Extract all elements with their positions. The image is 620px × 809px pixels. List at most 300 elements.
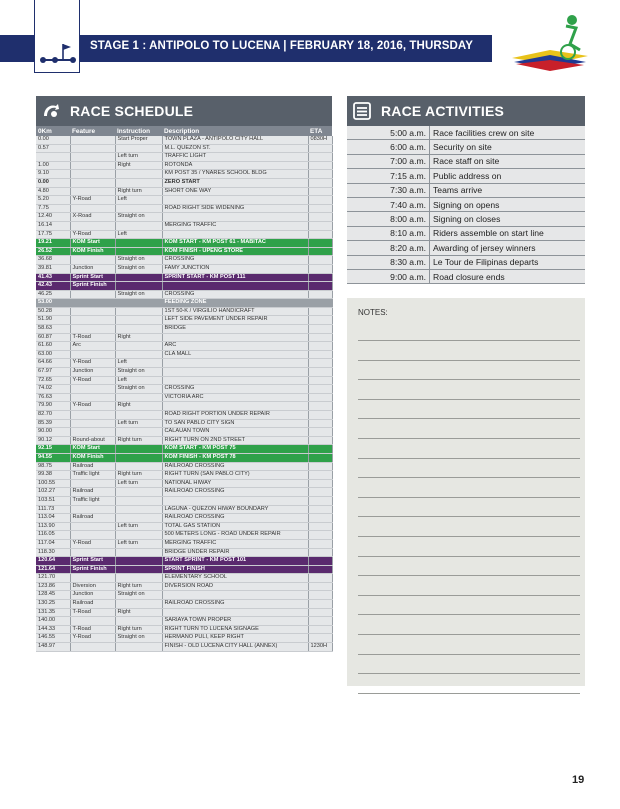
schedule-cell-desc: NATIONAL HIWAY [162, 479, 308, 488]
schedule-cell-desc: ARC [162, 342, 308, 351]
schedule-cell-km: 67.97 [36, 368, 70, 377]
schedule-cell-feature: Round-about [70, 436, 115, 445]
notes-line [358, 516, 580, 517]
schedule-cell-instr: Left turn [115, 539, 162, 548]
schedule-cell-instr [115, 282, 162, 291]
notes-line [358, 340, 580, 341]
schedule-cell-instr: Left turn [115, 419, 162, 428]
schedule-cell-feature: Junction [70, 264, 115, 273]
schedule-cell-km: 121.64 [36, 565, 70, 574]
activity-row [347, 241, 585, 255]
table-row [36, 204, 332, 213]
table-row [36, 187, 332, 196]
table-row [36, 625, 332, 634]
schedule-cell-instr: Straight on [115, 213, 162, 222]
table-row [36, 565, 332, 574]
schedule-cell-feature [70, 522, 115, 531]
notes-line [358, 379, 580, 380]
schedule-cell-km: 1.00 [36, 161, 70, 170]
schedule-cell-feature: Railroad [70, 514, 115, 523]
schedule-cell-instr: Right turn [115, 471, 162, 480]
schedule-cell-km: 76.63 [36, 393, 70, 402]
schedule-cell-feature [70, 316, 115, 325]
schedule-cell-desc: MERGING TRAFFIC [162, 539, 308, 548]
schedule-cell-instr: Straight on [115, 634, 162, 643]
schedule-cell-feature: T-Road [70, 625, 115, 634]
schedule-cell-instr [115, 170, 162, 179]
table-row [36, 634, 332, 643]
schedule-cell-feature: Sprint Start [70, 273, 115, 282]
table-row [36, 282, 332, 291]
activity-time: 8:20 a.m. [347, 241, 430, 255]
schedule-cell-desc: BRIDGE [162, 325, 308, 334]
schedule-cell-instr [115, 299, 162, 308]
schedule-cell-feature: Y-Road [70, 539, 115, 548]
notes-line [358, 693, 580, 694]
table-row [36, 436, 332, 445]
schedule-cell-feature [70, 428, 115, 437]
schedule-cell-feature: Traffic light [70, 496, 115, 505]
stage-title: STAGE 1 : ANTIPOLO TO LUCENA | FEBRUARY 18, 2016, THURSDAY [90, 40, 474, 52]
schedule-cell-eta [308, 600, 332, 609]
schedule-cell-km: 121.70 [36, 574, 70, 583]
table-row [36, 256, 332, 265]
activity-row [347, 269, 585, 283]
schedule-cell-instr [115, 617, 162, 626]
schedule-cell-feature: Railroad [70, 600, 115, 609]
activity-time: 8:00 a.m. [347, 212, 430, 226]
schedule-cell-feature: Y-Road [70, 634, 115, 643]
schedule-cell-desc [162, 282, 308, 291]
schedule-cell-desc: TOWN PLAZA - ANTIPOLO CITY HALL [162, 136, 308, 144]
activity-row [347, 126, 585, 140]
activity-time: 5:00 a.m. [347, 126, 430, 140]
schedule-cell-feature: Railroad [70, 462, 115, 471]
activity-row [347, 169, 585, 183]
schedule-cell-feature [70, 204, 115, 213]
schedule-cell-instr [115, 350, 162, 359]
schedule-cell-eta [308, 411, 332, 420]
schedule-cell-desc [162, 496, 308, 505]
schedule-cell-desc: TRAFFIC LIGHT [162, 153, 308, 162]
schedule-cell-instr [115, 144, 162, 153]
tour-logo [510, 10, 590, 74]
schedule-cell-feature: Y-Road [70, 196, 115, 205]
schedule-cell-desc [162, 230, 308, 239]
schedule-cell-desc: RAILROAD CROSSING [162, 600, 308, 609]
schedule-cell-feature [70, 505, 115, 514]
table-row [36, 316, 332, 325]
schedule-cell-instr [115, 505, 162, 514]
schedule-cell-km: 131.35 [36, 608, 70, 617]
schedule-cell-eta [308, 282, 332, 291]
schedule-cell-feature [70, 290, 115, 299]
notes-line [358, 438, 580, 439]
schedule-cell-km: 100.55 [36, 479, 70, 488]
table-row [36, 608, 332, 617]
schedule-cell-eta [308, 453, 332, 462]
schedule-cell-eta [308, 462, 332, 471]
table-row [36, 385, 332, 394]
schedule-cell-feature: T-Road [70, 333, 115, 342]
schedule-cell-eta [308, 522, 332, 531]
table-row [36, 196, 332, 205]
table-row [36, 342, 332, 351]
table-row [36, 402, 332, 411]
schedule-cell-feature: KOM Start [70, 239, 115, 248]
schedule-cell-km: 36.68 [36, 256, 70, 265]
schedule-cell-km: 144.33 [36, 625, 70, 634]
schedule-cell-km: 128.45 [36, 591, 70, 600]
schedule-cell-feature [70, 350, 115, 359]
schedule-cell-instr [115, 574, 162, 583]
schedule-cell-desc: KOM START - KM POST 75 [162, 445, 308, 454]
schedule-cell-desc: SARIAYA TOWN PROPER [162, 617, 308, 626]
table-row [36, 144, 332, 153]
schedule-cell-feature: KOM Start [70, 445, 115, 454]
schedule-cell-feature: Y-Road [70, 402, 115, 411]
schedule-cell-eta [308, 479, 332, 488]
schedule-cell-eta [308, 385, 332, 394]
table-row [36, 350, 332, 359]
schedule-cell-desc: SPRINT START - KM POST 111 [162, 273, 308, 282]
schedule-cell-feature: KOM Finish [70, 453, 115, 462]
table-row [36, 368, 332, 377]
schedule-cell-eta [308, 488, 332, 497]
schedule-cell-eta [308, 514, 332, 523]
table-row [36, 264, 332, 273]
activity-text: Teams arrive [430, 183, 586, 197]
schedule-cell-km: 98.75 [36, 462, 70, 471]
schedule-cell-eta: 0830H [308, 136, 332, 144]
schedule-cell-feature [70, 548, 115, 557]
activity-text: Race facilities crew on site [430, 126, 586, 140]
page-number: 19 [572, 774, 585, 786]
table-row [36, 221, 332, 230]
schedule-cell-eta [308, 316, 332, 325]
schedule-cell-desc: 500 METERS LONG - ROAD UNDER REPAIR [162, 531, 308, 540]
schedule-cell-km: 60.87 [36, 333, 70, 342]
schedule-cell-instr: Straight on [115, 256, 162, 265]
activity-row [347, 255, 585, 269]
schedule-cell-desc [162, 402, 308, 411]
schedule-cell-desc: TO SAN PABLO CITY SIGN [162, 419, 308, 428]
schedule-cell-km: 17.75 [36, 230, 70, 239]
notes-line [358, 595, 580, 596]
schedule-cell-feature [70, 411, 115, 420]
activity-text: Road closure ends [430, 269, 586, 283]
schedule-cell-feature: Railroad [70, 488, 115, 497]
schedule-cell-desc: FINISH - OLD LUCENA CITY HALL (ANNEX) [162, 643, 308, 652]
schedule-cell-km: 19.21 [36, 239, 70, 248]
activity-text: Race staff on site [430, 154, 586, 168]
schedule-cell-km: 42.43 [36, 282, 70, 291]
schedule-cell-km: 90.12 [36, 436, 70, 445]
schedule-cell-feature [70, 299, 115, 308]
schedule-cell-desc: M.L. QUEZON ST. [162, 144, 308, 153]
schedule-cell-eta [308, 204, 332, 213]
schedule-cell-eta [308, 436, 332, 445]
schedule-cell-desc: LAGUNA - QUEZON HIWAY BOUNDARY [162, 505, 308, 514]
schedule-cell-eta [308, 213, 332, 222]
schedule-cell-desc: KOM FINISH - UPENG STORE [162, 247, 308, 256]
activity-row [347, 212, 585, 226]
schedule-cell-eta [308, 582, 332, 591]
schedule-cell-eta [308, 299, 332, 308]
schedule-cell-km: 117.04 [36, 539, 70, 548]
activity-text: Signing on closes [430, 212, 586, 226]
schedule-cell-desc [162, 376, 308, 385]
table-row [36, 471, 332, 480]
schedule-cell-km: 7.75 [36, 204, 70, 213]
table-row [36, 161, 332, 170]
race-activities-header [347, 96, 585, 126]
schedule-cell-instr: Right turn [115, 625, 162, 634]
schedule-cell-desc: DIVERSION ROAD [162, 582, 308, 591]
schedule-cell-instr: Start Proper [115, 136, 162, 144]
schedule-cell-feature [70, 531, 115, 540]
schedule-cell-instr [115, 548, 162, 557]
table-row [36, 582, 332, 591]
schedule-cell-km: 51.90 [36, 316, 70, 325]
activity-text: Public address on [430, 169, 586, 183]
schedule-cell-instr: Left turn [115, 522, 162, 531]
schedule-cell-km: 5.20 [36, 196, 70, 205]
table-row [36, 239, 332, 248]
notes-line [358, 497, 580, 498]
schedule-cell-instr: Left [115, 376, 162, 385]
race-schedule-header [36, 96, 332, 126]
schedule-cell-eta [308, 634, 332, 643]
table-row [36, 428, 332, 437]
col-header-description: Description [162, 126, 308, 136]
col-header-km: 0Km [36, 126, 70, 136]
schedule-header-row [36, 126, 332, 136]
schedule-cell-eta [308, 376, 332, 385]
table-row [36, 393, 332, 402]
schedule-cell-instr [115, 496, 162, 505]
schedule-cell-desc: TOTAL GAS STATION [162, 522, 308, 531]
route-icon-box [34, 0, 80, 73]
schedule-cell-desc: KM POST 35 / YNARES SCHOOL BLDG [162, 170, 308, 179]
schedule-cell-desc: BRIDGE UNDER REPAIR [162, 548, 308, 557]
activity-time: 7:30 a.m. [347, 183, 430, 197]
schedule-cell-km: 50.28 [36, 307, 70, 316]
schedule-cell-eta [308, 393, 332, 402]
schedule-cell-eta [308, 445, 332, 454]
schedule-cell-instr [115, 325, 162, 334]
notes-box [347, 298, 585, 686]
schedule-cell-eta [308, 307, 332, 316]
schedule-cell-desc [162, 608, 308, 617]
table-row [36, 617, 332, 626]
schedule-cell-km: 63.00 [36, 350, 70, 359]
schedule-cell-desc: CLA MALL [162, 350, 308, 359]
schedule-cell-desc: 1ST 50-K / VIRGILIO HANDICRAFT [162, 307, 308, 316]
schedule-cell-instr [115, 445, 162, 454]
schedule-cell-instr: Right turn [115, 582, 162, 591]
schedule-cell-feature: Arc [70, 342, 115, 351]
schedule-cell-instr: Straight on [115, 290, 162, 299]
schedule-cell-instr [115, 565, 162, 574]
schedule-cell-instr: Right [115, 402, 162, 411]
schedule-cell-eta [308, 342, 332, 351]
schedule-cell-instr [115, 307, 162, 316]
schedule-cell-desc: RAILROAD CROSSING [162, 514, 308, 523]
race-activities-title: RACE ACTIVITIES [381, 103, 505, 119]
schedule-cell-desc: ROAD RIGHT SIDE WIDENING [162, 204, 308, 213]
table-row [36, 600, 332, 609]
schedule-cell-km: 58.63 [36, 325, 70, 334]
table-row [36, 496, 332, 505]
schedule-body [36, 136, 332, 651]
schedule-cell-eta [308, 350, 332, 359]
schedule-cell-km: 146.55 [36, 634, 70, 643]
schedule-cell-eta [308, 153, 332, 162]
schedule-cell-instr: Straight on [115, 368, 162, 377]
schedule-cell-km: 9.10 [36, 170, 70, 179]
schedule-cell-desc: KOM FINISH - KM POST 78 [162, 453, 308, 462]
table-row [36, 153, 332, 162]
schedule-cell-eta [308, 144, 332, 153]
schedule-cell-instr: Left [115, 196, 162, 205]
schedule-cell-instr [115, 204, 162, 213]
schedule-cell-feature [70, 161, 115, 170]
schedule-cell-instr [115, 531, 162, 540]
activity-time: 8:10 a.m. [347, 226, 430, 240]
schedule-cell-km: 82.70 [36, 411, 70, 420]
race-schedule-title: RACE SCHEDULE [70, 103, 194, 119]
table-row [36, 531, 332, 540]
schedule-cell-instr [115, 316, 162, 325]
schedule-cell-km: 4.80 [36, 187, 70, 196]
table-row [36, 299, 332, 308]
notes-line [358, 654, 580, 655]
schedule-cell-eta [308, 557, 332, 566]
notes-line [358, 575, 580, 576]
schedule-cell-desc: SHORT ONE WAY [162, 187, 308, 196]
schedule-cell-km: 64.66 [36, 359, 70, 368]
schedule-cell-eta [308, 264, 332, 273]
schedule-cell-instr: Right [115, 333, 162, 342]
schedule-cell-eta [308, 496, 332, 505]
table-row [36, 557, 332, 566]
schedule-cell-km: 148.97 [36, 643, 70, 652]
notes-line [358, 360, 580, 361]
schedule-cell-feature: Diversion [70, 582, 115, 591]
schedule-cell-feature [70, 385, 115, 394]
schedule-cell-km: 113.04 [36, 514, 70, 523]
schedule-cell-eta [308, 617, 332, 626]
schedule-cell-km: 102.27 [36, 488, 70, 497]
notes-line [358, 399, 580, 400]
schedule-cell-desc: CROSSING [162, 385, 308, 394]
table-row [36, 522, 332, 531]
activity-text: Awarding of jersey winners [430, 241, 586, 255]
schedule-cell-km [36, 153, 70, 162]
table-row [36, 178, 332, 187]
table-row [36, 307, 332, 316]
schedule-cell-instr: Right [115, 608, 162, 617]
activity-row [347, 140, 585, 154]
table-row [36, 230, 332, 239]
col-header-instruction: Instruction [115, 126, 162, 136]
schedule-cell-eta [308, 273, 332, 282]
schedule-cell-eta [308, 368, 332, 377]
schedule-cell-instr: Right [115, 161, 162, 170]
schedule-cell-desc: FAMY JUNCTION [162, 264, 308, 273]
notes-line [358, 673, 580, 674]
schedule-cell-feature: Sprint Finish [70, 282, 115, 291]
schedule-cell-feature: Junction [70, 368, 115, 377]
schedule-cell-desc: KOM START - KM POST 61 - MABITAC [162, 239, 308, 248]
schedule-cell-instr: Left [115, 230, 162, 239]
schedule-cell-desc: RAILROAD CROSSING [162, 488, 308, 497]
schedule-cell-feature [70, 574, 115, 583]
schedule-cell-eta [308, 290, 332, 299]
schedule-cell-instr: Right turn [115, 436, 162, 445]
schedule-cell-feature [70, 170, 115, 179]
schedule-cell-feature [70, 393, 115, 402]
schedule-cell-km: 140.00 [36, 617, 70, 626]
schedule-cell-desc: START SPRINT - KM POST 101 [162, 557, 308, 566]
schedule-cell-instr [115, 514, 162, 523]
activity-text: Riders assemble on start line [430, 226, 586, 240]
schedule-cell-km: 123.86 [36, 582, 70, 591]
schedule-cell-desc: RIGHT TURN TO LUCENA SIGNAGE [162, 625, 308, 634]
schedule-cell-eta [308, 428, 332, 437]
schedule-cell-feature: Y-Road [70, 359, 115, 368]
schedule-cell-instr: Straight on [115, 385, 162, 394]
table-row [36, 419, 332, 428]
schedule-cell-instr: Right turn [115, 187, 162, 196]
schedule-cell-km: 85.39 [36, 419, 70, 428]
table-row [36, 247, 332, 256]
schedule-cell-desc [162, 591, 308, 600]
activity-row [347, 154, 585, 168]
schedule-cell-desc: MERGING TRAFFIC [162, 221, 308, 230]
schedule-cell-eta [308, 221, 332, 230]
activity-time: 6:00 a.m. [347, 140, 430, 154]
schedule-cell-eta [308, 178, 332, 187]
schedule-cell-desc [162, 333, 308, 342]
schedule-cell-eta [308, 247, 332, 256]
table-row [36, 411, 332, 420]
schedule-cell-feature: Sprint Start [70, 557, 115, 566]
col-header-eta: ETA [308, 126, 332, 136]
activity-row [347, 226, 585, 240]
notes-label: NOTES: [358, 308, 388, 317]
schedule-cell-km: 113.90 [36, 522, 70, 531]
schedule-cell-instr: Straight on [115, 591, 162, 600]
schedule-cell-desc: RAILROAD CROSSING [162, 462, 308, 471]
table-row [36, 514, 332, 523]
schedule-cell-eta [308, 625, 332, 634]
schedule-cell-feature [70, 187, 115, 196]
schedule-cell-eta [308, 359, 332, 368]
notes-line [358, 458, 580, 459]
schedule-cell-feature: Sprint Finish [70, 565, 115, 574]
notes-line [358, 418, 580, 419]
schedule-cell-instr: Straight on [115, 264, 162, 273]
schedule-cell-km: 74.02 [36, 385, 70, 394]
schedule-cell-km: 0.00 [36, 136, 70, 144]
schedule-cell-feature [70, 221, 115, 230]
schedule-cell-km: 53.00 [36, 299, 70, 308]
schedule-cell-desc: RIGHT TURN (SAN PABLO CITY) [162, 471, 308, 480]
activity-row [347, 183, 585, 197]
schedule-cell-km: 46.25 [36, 290, 70, 299]
